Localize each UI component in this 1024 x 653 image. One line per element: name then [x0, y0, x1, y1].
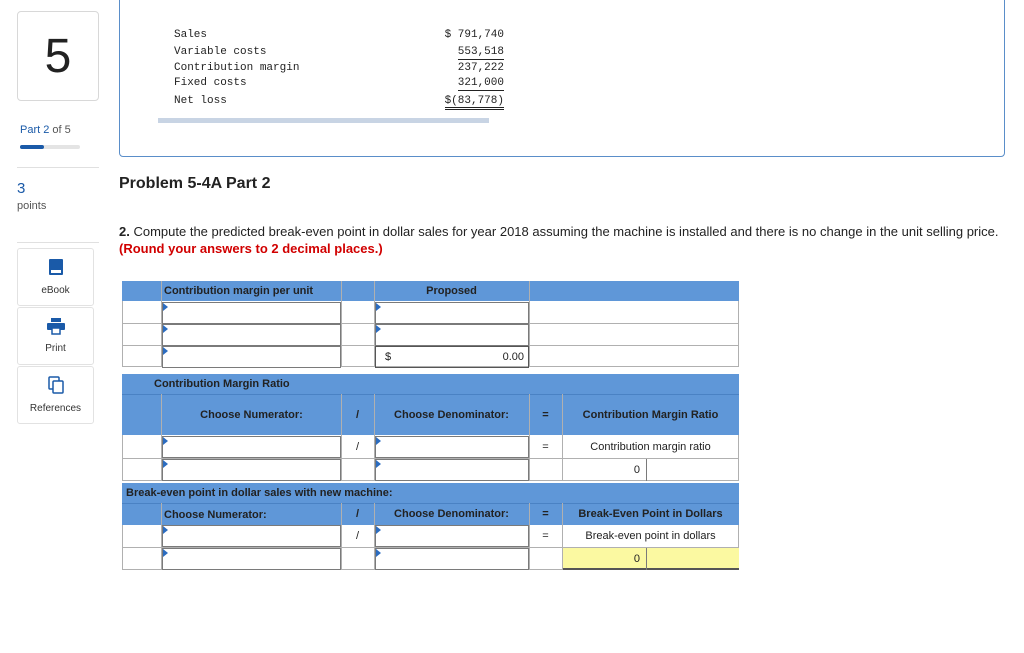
question-number: 5 [17, 11, 99, 101]
cm-per-unit-header: Contribution margin per unit [164, 285, 314, 297]
cmr-numerator-input[interactable] [162, 436, 341, 458]
statement-label: Sales [174, 29, 208, 41]
be-numerator-amount-input[interactable] [162, 548, 341, 570]
points-label: points [17, 200, 47, 212]
cm-amount-input-1[interactable] [375, 302, 529, 324]
statement-label: Net loss [174, 95, 227, 107]
problem-instruction [119, 223, 999, 257]
rounding-note: (Round your answers to 2 decimal places.) [119, 241, 383, 256]
ebook-button[interactable] [17, 248, 94, 306]
sidebar-divider [17, 242, 99, 243]
statement-label: Contribution margin [174, 62, 300, 74]
problem-title: Problem 5-4A Part 2 [119, 175, 271, 192]
be-denominator-amount-input[interactable] [375, 548, 529, 570]
statement-label: Fixed costs [174, 77, 247, 89]
proposed-header: Proposed [426, 285, 477, 297]
instruction-number: 2. [119, 224, 130, 239]
statement-label: Variable costs [174, 46, 267, 58]
references-label: References [29, 403, 82, 414]
equals-sign: = [542, 408, 549, 421]
equals-sign: = [542, 530, 549, 542]
be-result-header: Break-Even Point in Dollars [578, 508, 723, 520]
horizontal-scrollbar[interactable] [158, 118, 489, 123]
statement-row [174, 46, 504, 61]
divide-sign: / [355, 408, 360, 421]
print-button[interactable] [17, 307, 94, 365]
grid-divider [529, 281, 530, 367]
grid-divider [341, 281, 342, 367]
statement-row [174, 95, 504, 110]
be-result-label: Break-even point in dollars [585, 530, 716, 542]
instruction-text: Compute the predicted break-even point in dollar sales for year 2018 assuming the machine is installed and there is no change in the unit selling price. [133, 224, 999, 239]
cmr-denominator-input[interactable] [375, 436, 529, 458]
book-icon [48, 258, 64, 279]
statement-value: 553,518 [457, 46, 504, 58]
divide-sign: / [355, 441, 360, 453]
part-of-label: of 5 [52, 124, 71, 136]
be-numerator-header: Choose Numerator: [164, 509, 267, 521]
points-value: 3 [17, 180, 26, 197]
cmr-result-value: 0 [562, 459, 647, 481]
be-denominator-header: Choose Denominator: [394, 508, 509, 520]
statement-value: $ 791,740 [444, 29, 504, 41]
part-label: Part 2 [20, 124, 50, 136]
cmr-numerator-amount-input[interactable] [162, 459, 341, 481]
references-button[interactable] [17, 366, 94, 424]
divide-sign: / [355, 508, 360, 520]
statement-value: 237,222 [457, 62, 504, 74]
printer-icon [47, 318, 65, 337]
statement-row [174, 29, 504, 44]
equals-sign: = [542, 508, 549, 520]
part-progress-bar [20, 145, 80, 149]
equals-sign: = [542, 441, 549, 453]
cm-label-input-2[interactable] [162, 324, 341, 346]
statement-value: 321,000 [457, 77, 504, 89]
cmr-denominator-amount-input[interactable] [375, 459, 529, 481]
statement-row [174, 77, 504, 92]
cmr-result-label: Contribution margin ratio [590, 441, 711, 453]
be-denominator-input[interactable] [375, 525, 529, 547]
cmr-result-header: Contribution Margin Ratio [582, 408, 719, 421]
part-indicator [20, 124, 71, 136]
be-result-value: 0 [563, 548, 647, 570]
ebook-label: eBook [41, 285, 70, 296]
print-label: Print [45, 343, 66, 354]
part-progress-fill [20, 145, 44, 149]
cm-label-input-1[interactable] [162, 302, 341, 324]
cmr-numerator-header: Choose Numerator: [200, 408, 303, 421]
sidebar-divider [17, 167, 99, 168]
divide-sign: / [355, 530, 360, 542]
statement-value: $(83,778) [445, 95, 504, 110]
be-section-title: Break-even point in dollar sales with new machine: [126, 487, 393, 499]
cmr-section-title: Contribution Margin Ratio [154, 378, 290, 390]
cm-amount-input-2[interactable] [375, 324, 529, 346]
cm-total-value: 0.00 [502, 351, 524, 363]
cm-total-label-input[interactable] [162, 346, 341, 368]
copy-icon [48, 376, 64, 397]
statement-row [174, 62, 504, 77]
cmr-denominator-header: Choose Denominator: [394, 408, 509, 421]
currency-symbol: $ [385, 351, 392, 363]
be-numerator-input[interactable] [162, 525, 341, 547]
income-statement [174, 0, 504, 112]
